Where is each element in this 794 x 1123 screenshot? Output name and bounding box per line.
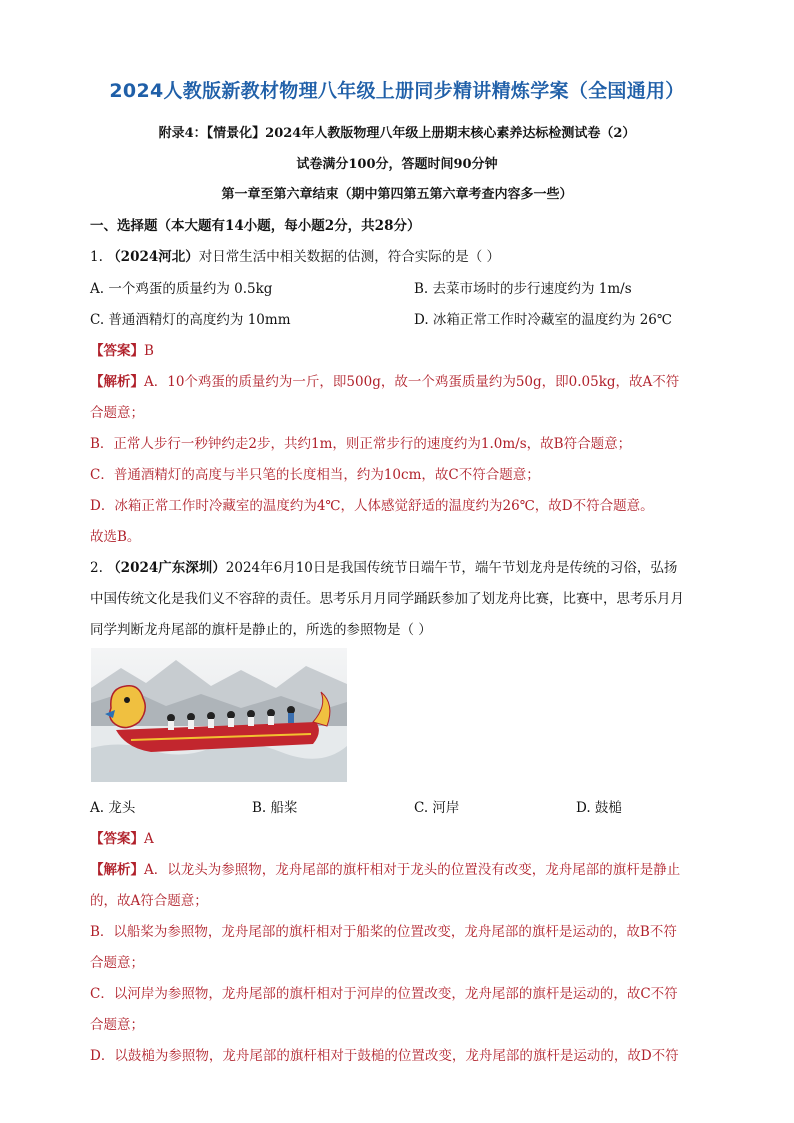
- analysis-label: 【解析】: [90, 862, 144, 878]
- answer-1: [90, 339, 710, 359]
- dragon-head: [110, 686, 146, 728]
- analysis-label: 【解析】: [90, 374, 144, 390]
- question-number: 1.: [90, 249, 103, 265]
- exam-info: 试卷满分100分，答题时间90分钟: [296, 157, 498, 172]
- analysis-2-line-4: 合题意；: [90, 955, 144, 971]
- analysis-1-line-2: 合题意；: [90, 405, 144, 421]
- answer-2: [90, 827, 710, 847]
- analysis-2-line-2: 的，故A符合题意；: [90, 893, 208, 909]
- section-heading: 一、选择题（本大题有14小题，每小题2分，共28分）: [90, 218, 421, 234]
- dragon-eye: [124, 697, 130, 703]
- option-d: D. 冰箱正常工作时冷藏室的温度约为 26℃: [414, 312, 672, 328]
- dragon-boat-image: [91, 648, 347, 782]
- analysis-2-line-1: [90, 858, 710, 878]
- question-1: [90, 245, 710, 265]
- option-c: C. 普通酒精灯的高度约为 10mm: [90, 312, 291, 328]
- question-source: （2024广东深圳）: [107, 560, 226, 576]
- analysis-1-line-5: D．冰箱正常工作时冷藏室的温度约为4℃，人体感觉舒适的温度约为26℃，故D不符合题意。: [90, 498, 654, 514]
- analysis-1-line-1: [90, 370, 710, 390]
- analysis-2-line-5: C．以河岸为参照物，龙舟尾部的旗杆相对于河岸的位置改变，龙舟尾部的旗杆是运动的，故C不符: [90, 986, 678, 1002]
- option-b: B. 去菜市场时的步行速度约为 1m/s: [414, 281, 632, 297]
- analysis-2-line-3: B．以船桨为参照物，龙舟尾部的旗杆相对于船桨的位置改变，龙舟尾部的旗杆是运动的，故B不符: [90, 924, 677, 940]
- answer-label: 【答案】: [90, 831, 144, 847]
- appendix-heading: 附录4：【情景化】2024年人教版物理八年级上册期末核心素养达标检测试卷（2）: [158, 126, 636, 141]
- analysis-2-line-6: 合题意；: [90, 1017, 144, 1033]
- question-stem: 2024年6月10日是我国传统节日端午节，端午节划龙舟是传统的习俗，弘扬: [225, 560, 678, 576]
- question-number: 2.: [90, 560, 103, 576]
- answer-value: B: [144, 343, 154, 359]
- answer-label: 【答案】: [90, 343, 144, 359]
- option-a: A. 龙头: [90, 800, 136, 816]
- question-stem: 对日常生活中相关数据的估测，符合实际的是（ ）: [198, 249, 501, 265]
- option-d: D. 鼓槌: [576, 800, 622, 816]
- option-a: A. 一个鸡蛋的质量约为 0.5kg: [90, 281, 273, 297]
- analysis-1-line-4: C．普通酒精灯的高度与半只笔的长度相当，约为10cm，故C不符合题意；: [90, 467, 540, 483]
- option-b: B. 船桨: [252, 800, 298, 816]
- question-source: （2024河北）: [107, 249, 199, 265]
- page-title: 2024人教版新教材物理八年级上册同步精讲精炼学案（全国通用）: [109, 80, 685, 102]
- question-2-line-3: 同学判断龙舟尾部的旗杆是静止的，所选的参照物是（ ）: [90, 622, 432, 638]
- analysis-1-line-6: 故选B。: [90, 529, 141, 545]
- analysis-2-line-7: D．以鼓槌为参照物，龙舟尾部的旗杆相对于鼓槌的位置改变，龙舟尾部的旗杆是运动的，故D不符: [90, 1048, 679, 1064]
- question-2: [90, 556, 710, 576]
- exam-scope: 第一章至第六章结束（期中第四第五第六章考查内容多一些）: [221, 187, 573, 202]
- analysis-text: A．10个鸡蛋的质量约为一斤，即500g，故一个鸡蛋质量约为50g，即0.05kg，故A不符: [144, 374, 680, 390]
- question-2-line-2: 中国传统文化是我们义不容辞的责任。思考乐月月同学踊跃参加了划龙舟比赛，比赛中，思考乐月月: [90, 591, 684, 607]
- option-c: C. 河岸: [414, 800, 460, 816]
- analysis-1-line-3: B．正常人步行一秒钟约走2步，共约1m，则正常步行的速度约为1.0m/s，故B符合题意；: [90, 436, 632, 452]
- analysis-text: A．以龙头为参照物，龙舟尾部的旗杆相对于龙头的位置没有改变，龙舟尾部的旗杆是静止: [144, 862, 681, 878]
- answer-value: A: [144, 831, 154, 847]
